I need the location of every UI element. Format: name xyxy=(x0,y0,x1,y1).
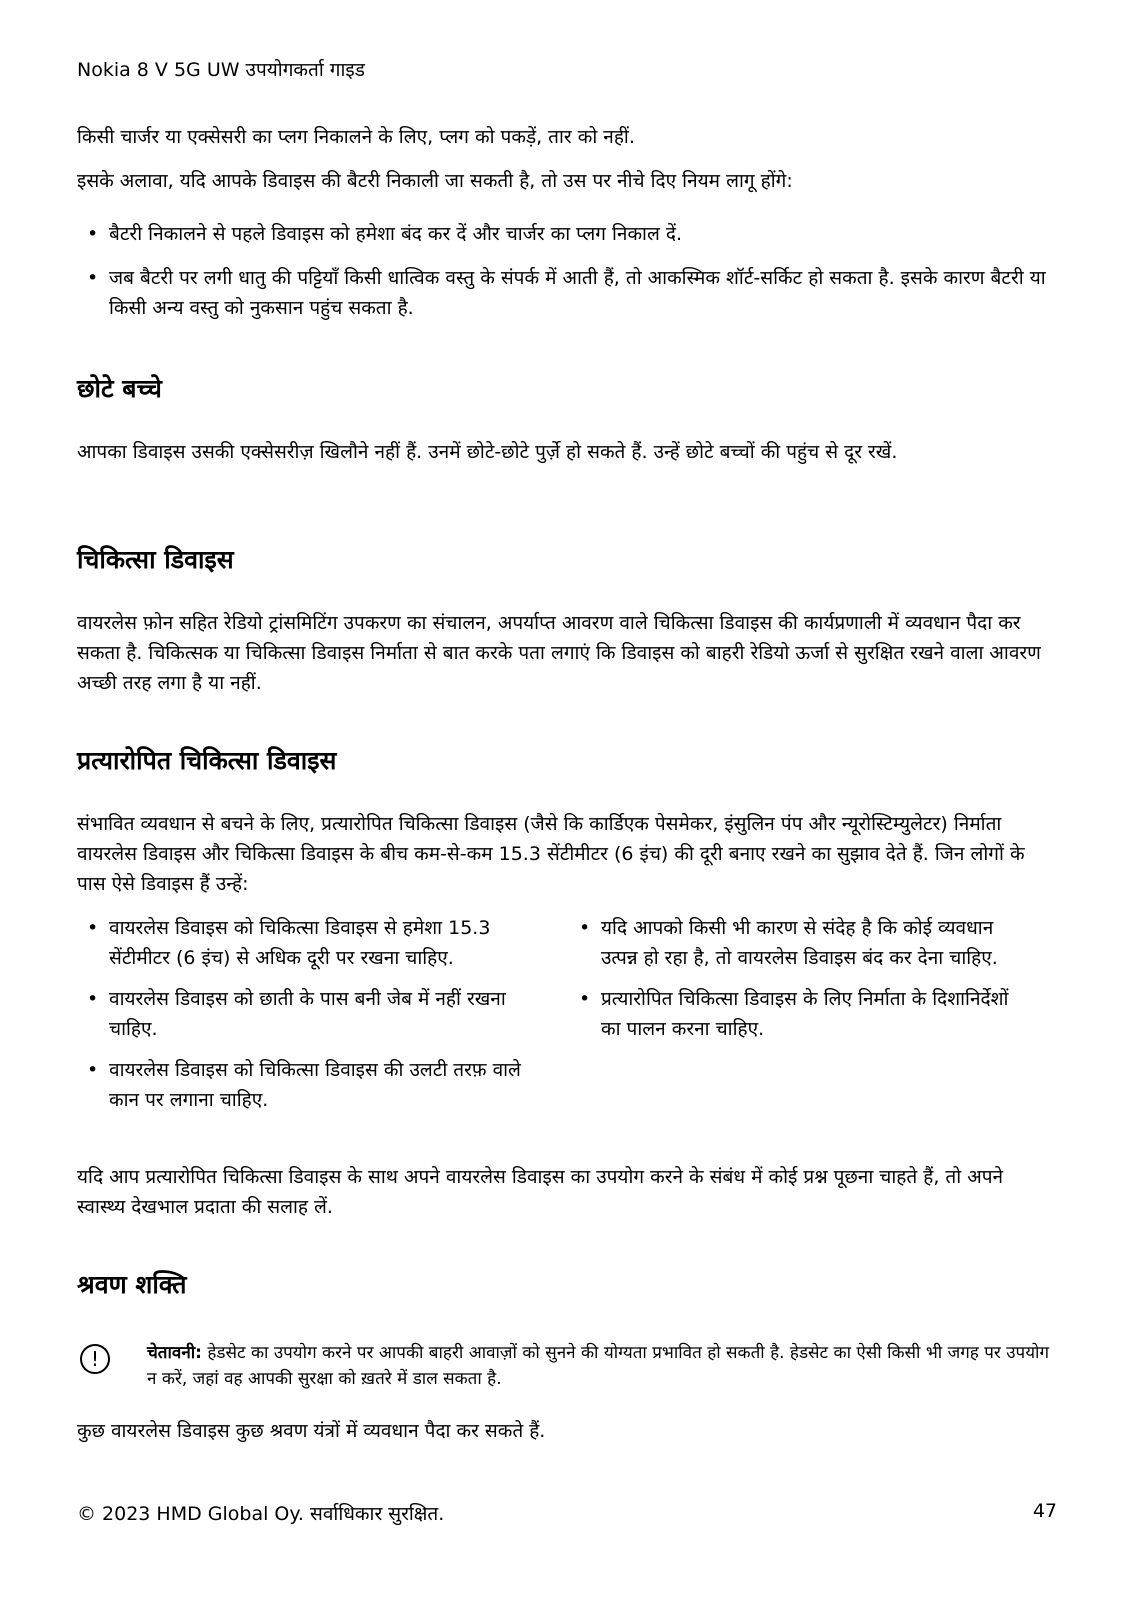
implanted-left-list xyxy=(77,913,527,1126)
battery-rules-list xyxy=(77,219,1057,323)
warning-exclamation-icon: ! xyxy=(80,1344,110,1374)
section-heading-implanted: प्रत्यारोपित चिकित्सा डिवाइस xyxy=(77,746,337,775)
footer-copyright: © 2023 HMD Global Oy. सर्वाधिकार सुरक्षित. xyxy=(77,1503,445,1525)
warning-label: चेतावनी: xyxy=(147,1343,202,1363)
list-item: • बैटरी निकालने से पहले डिवाइस को हमेशा बंद कर दें और चार्जर का प्लग निकाल दें. xyxy=(77,219,1057,249)
page-number: 47 xyxy=(1032,1500,1057,1522)
implanted-closing-paragraph: यदि आप प्रत्यारोपित चिकित्सा डिवाइस के साथ अपने वायरलेस डिवाइस का उपयोग करने के संबंध में कोई प्रश्न पूछना चाहते हैं, तो अपने स्वास्थ्य देखभाल प्रदाता की सलाह लें. xyxy=(77,1166,1004,1218)
implanted-right-list xyxy=(569,913,1019,1055)
section-heading-hearing: श्रवण शक्ति xyxy=(77,1270,187,1299)
section-heading-children: छोटे बच्चे xyxy=(77,374,162,403)
intro-paragraph-1: किसी चार्जर या एक्सेसरी का प्लग निकालने के लिए, प्लग को पकड़ें, तार को नहीं. xyxy=(77,126,635,148)
children-paragraph: आपका डिवाइस उसकी एक्सेसरीज़ खिलौने नहीं हैं. उनमें छोटे-छोटे पुर्ज़े हो सकते हैं. उन्हें छोटे बच्चों की पहुंच से दूर रखें. xyxy=(77,441,898,463)
list-item: • यदि आपको किसी भी कारण से संदेह है कि कोई व्यवधान उत्पन्न हो रहा है, तो वायरलेस डिवाइस बंद कर देना चाहिए. xyxy=(569,913,1019,973)
page-header: Nokia 8 V 5G UW उपयोगकर्ता गाइड xyxy=(77,59,365,81)
intro-paragraph-2: इसके अलावा, यदि आपके डिवाइस की बैटरी निकाली जा सकती है, तो उस पर नीचे दिए नियम लागू होंगे: xyxy=(77,170,793,192)
section-heading-medical: चिकित्सा डिवाइस xyxy=(77,545,234,574)
list-item: • जब बैटरी पर लगी धातु की पट्टियाँ किसी धात्विक वस्तु के संपर्क में आती हैं, तो आकस्मिक शॉर्ट-सर्किट हो सकता है. इसके कारण बैटरी या किसी अन्य वस्तु को नुकसान पहुंच सकता है. xyxy=(77,263,1057,323)
list-item: • प्रत्यारोपित चिकित्सा डिवाइस के लिए निर्माता के दिशानिर्देशों का पालन करना चाहिए. xyxy=(569,984,1019,1044)
medical-paragraph: वायरलेस फ़ोन सहित रेडियो ट्रांसमिटिंग उपकरण का संचालन, अपर्याप्त आवरण वाले चिकित्सा डिवाइस की कार्यप्रणाली में व्यवधान पैदा कर सकता है. चिकित्सक या चिकित्सा डिवाइस निर्माता से बात करके पता लगाएं कि डिवाइस को बाहरी रेडियो ऊर्जा से सुरक्षित रखने वाला आवरण अच्छी तरह लगा है या नहीं. xyxy=(77,612,1041,694)
warning-text-block xyxy=(147,1340,1057,1392)
list-item: • वायरलेस डिवाइस को चिकित्सा डिवाइस की उलटी तरफ़ वाले कान पर लगाना चाहिए. xyxy=(77,1055,527,1115)
list-item: • वायरलेस डिवाइस को चिकित्सा डिवाइस से हमेशा 15.3 सेंटीमीटर (6 इंच) से अधिक दूरी पर रखना चाहिए. xyxy=(77,913,527,973)
implanted-paragraph: संभावित व्यवधान से बचने के लिए, प्रत्यारोपित चिकित्सा डिवाइस (जैसे कि कार्डिएक पेसमेकर, इंसुलिन पंप और न्यूरोस्टिम्युलेटर) निर्माता वायरलेस डिवाइस और चिकित्सा डिवाइस के बीच कम-से-कम 15.3 सेंटीमीटर (6 इंच) की दूरी बनाए रखने का सुझाव देते हैं. जिन लोगों के पास ऐसे डिवाइस हैं उन्हें: xyxy=(77,813,1025,895)
list-item: • वायरलेस डिवाइस को छाती के पास बनी जेब में नहीं रखना चाहिए. xyxy=(77,984,527,1044)
warning-message: हेडसेट का उपयोग करने पर आपकी बाहरी आवाज़ों को सुनने की योग्यता प्रभावित हो सकती है. हेडसेट का ऐसी किसी भी जगह पर उपयोग न करें, जहां वह आपकी सुरक्षा को ख़तरे में डाल सकता है. xyxy=(147,1343,1050,1389)
hearing-paragraph: कुछ वायरलेस डिवाइस कुछ श्रवण यंत्रों में व्यवधान पैदा कर सकते हैं. xyxy=(77,1420,546,1442)
